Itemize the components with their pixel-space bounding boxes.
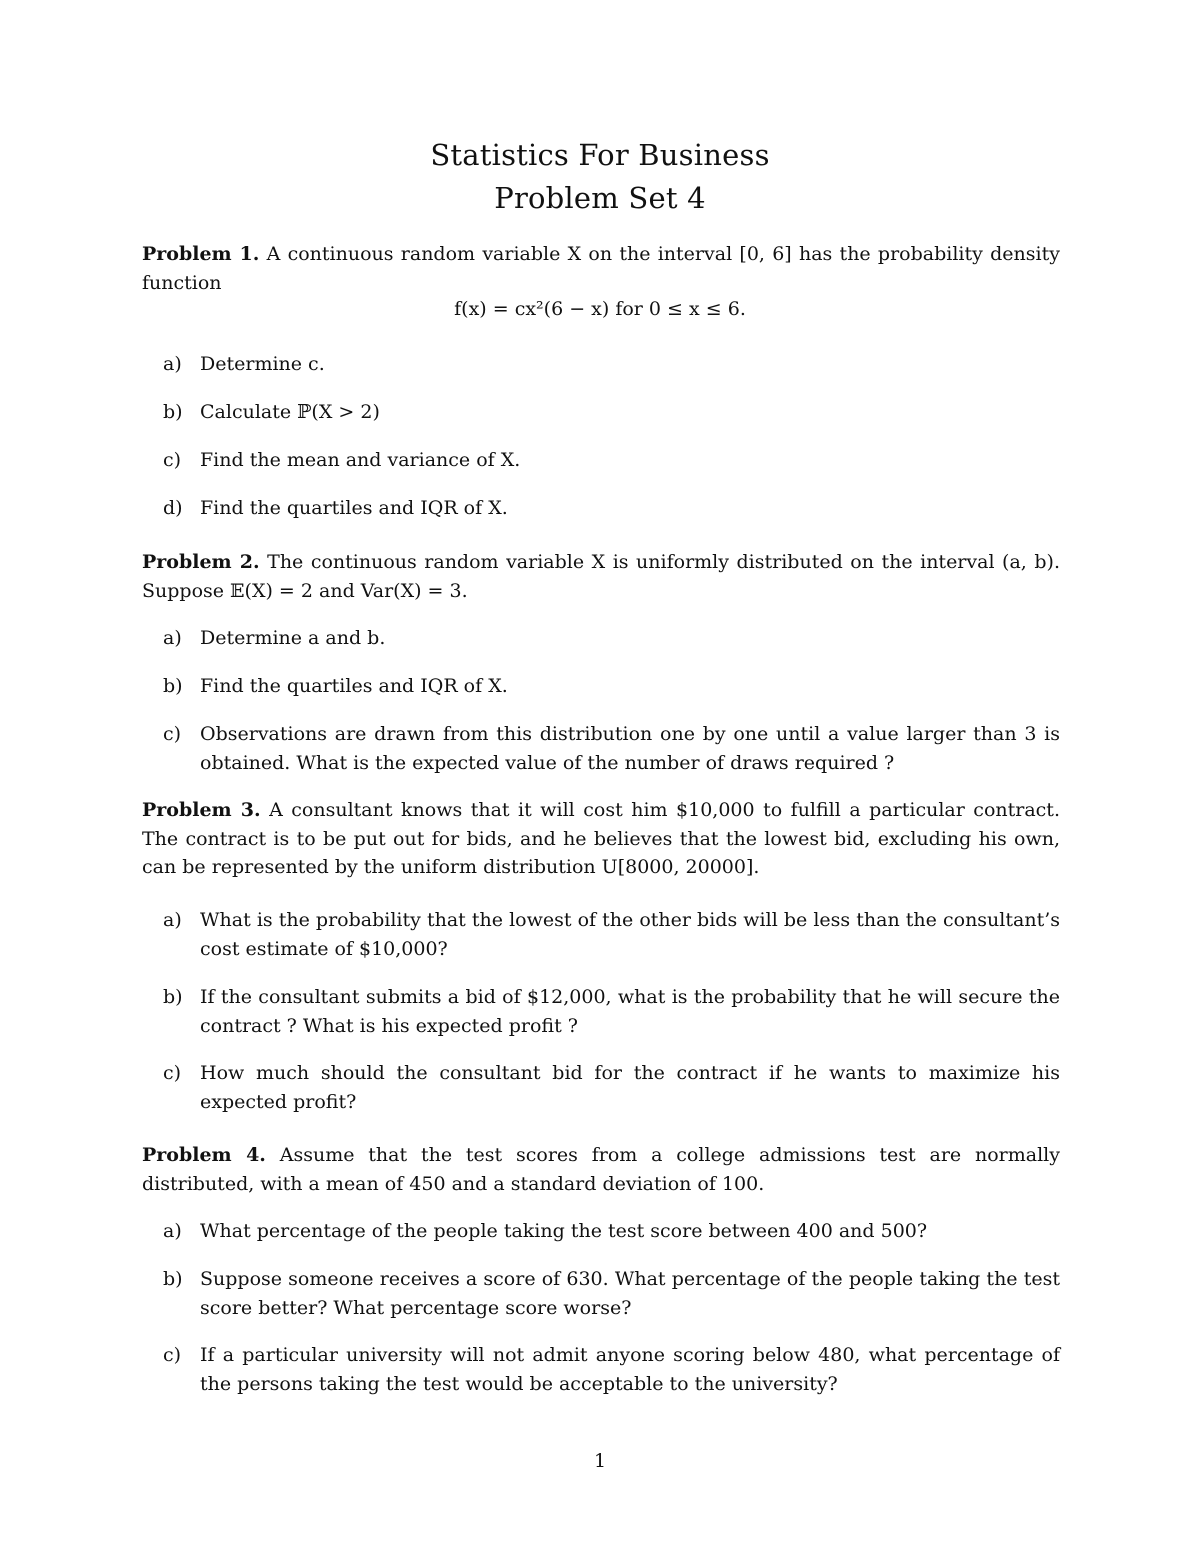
part-text: Find the mean and variance of X. (200, 449, 521, 471)
part-marker: c) (163, 1062, 182, 1084)
part-marker: b) (163, 1268, 183, 1290)
part-marker: c) (163, 1344, 182, 1366)
problem-1-text: A continuous random variable X on the interval [0, 6] has the probability density function (142, 243, 1060, 294)
part-marker: b) (163, 401, 183, 423)
part-marker: b) (163, 986, 183, 1008)
problem-2-text: The continuous random variable X is uniformly distributed on the interval (a, b). Suppose 𝔼(X) = 2 and Var(X) = 3. (142, 551, 1060, 602)
part-marker: a) (163, 1220, 182, 1242)
problem-1-part-b (163, 398, 1060, 427)
problem-1-part-d (163, 494, 1060, 523)
problem-3-text: A consultant knows that it will cost him $10,000 to fulfill a particular contract. The contract is to be put out for bids, and he believes that the lowest bid, excluding his own, can be represented by the uniform distribution U[8000, 20000]. (142, 799, 1060, 878)
part-marker: d) (163, 497, 183, 519)
part-text: Calculate ℙ(X > 2) (200, 401, 380, 423)
problem-2-part-b (163, 672, 1060, 701)
problem-1-part-a (163, 350, 1060, 379)
part-text: Determine a and b. (200, 627, 386, 649)
part-marker: a) (163, 627, 182, 649)
problem-1-intro (142, 240, 1060, 297)
part-text: What is the probability that the lowest of the other bids will be less than the consultant’s cost estimate of $10,000? (200, 909, 1060, 960)
part-marker: a) (163, 353, 182, 375)
part-text: How much should the consultant bid for the contract if he wants to maximize his expected profit? (200, 1062, 1060, 1113)
page-number: 1 (593, 1450, 607, 1472)
problem-1-part-c (163, 446, 1060, 475)
document-title: Statistics For Business (430, 138, 770, 172)
part-marker: a) (163, 909, 182, 931)
part-text: Suppose someone receives a score of 630. What percentage of the people taking the test score better? What percentage score worse? (200, 1268, 1060, 1319)
problem-2-part-a (163, 624, 1060, 653)
problem-2-label: Problem 2. (142, 551, 260, 573)
problem-4-label: Problem 4. (142, 1144, 266, 1166)
problem-4-intro (142, 1141, 1060, 1198)
problem-4-text: Assume that the test scores from a college admissions test are normally distributed, with a mean of 450 and a standard deviation of 100. (142, 1144, 1060, 1195)
part-text: Find the quartiles and IQR of X. (200, 497, 508, 519)
problem-3-part-a (163, 906, 1060, 963)
problem-4-part-b (163, 1265, 1060, 1322)
part-text: Determine c. (200, 353, 325, 375)
part-text: What percentage of the people taking the test score between 400 and 500? (200, 1220, 928, 1242)
problem-3-label: Problem 3. (142, 799, 261, 821)
problem-2-part-c (163, 720, 1060, 777)
part-marker: c) (163, 449, 182, 471)
problem-3-part-c (163, 1059, 1060, 1116)
problem-2-intro (142, 548, 1060, 605)
part-text: If the consultant submits a bid of $12,000, what is the probability that he will secure the contract ? What is his expected profit ? (200, 986, 1060, 1037)
part-text: Observations are drawn from this distribution one by one until a value larger than 3 is obtained. What is the expected value of the number of draws required ? (200, 723, 1060, 774)
part-marker: b) (163, 675, 183, 697)
problem-4-part-a (163, 1217, 1060, 1246)
problem-1-equation: f(x) = cx²(6 − x) for 0 ≤ x ≤ 6. (454, 298, 746, 320)
document-subtitle: Problem Set 4 (494, 181, 706, 215)
problem-1-label: Problem 1. (142, 243, 260, 265)
part-text: If a particular university will not admit anyone scoring below 480, what percentage of the persons taking the test would be acceptable to the university? (200, 1344, 1060, 1395)
part-text: Find the quartiles and IQR of X. (200, 675, 508, 697)
problem-3-part-b (163, 983, 1060, 1040)
part-marker: c) (163, 723, 182, 745)
problem-4-part-c (163, 1341, 1060, 1398)
problem-3-intro (142, 796, 1060, 882)
